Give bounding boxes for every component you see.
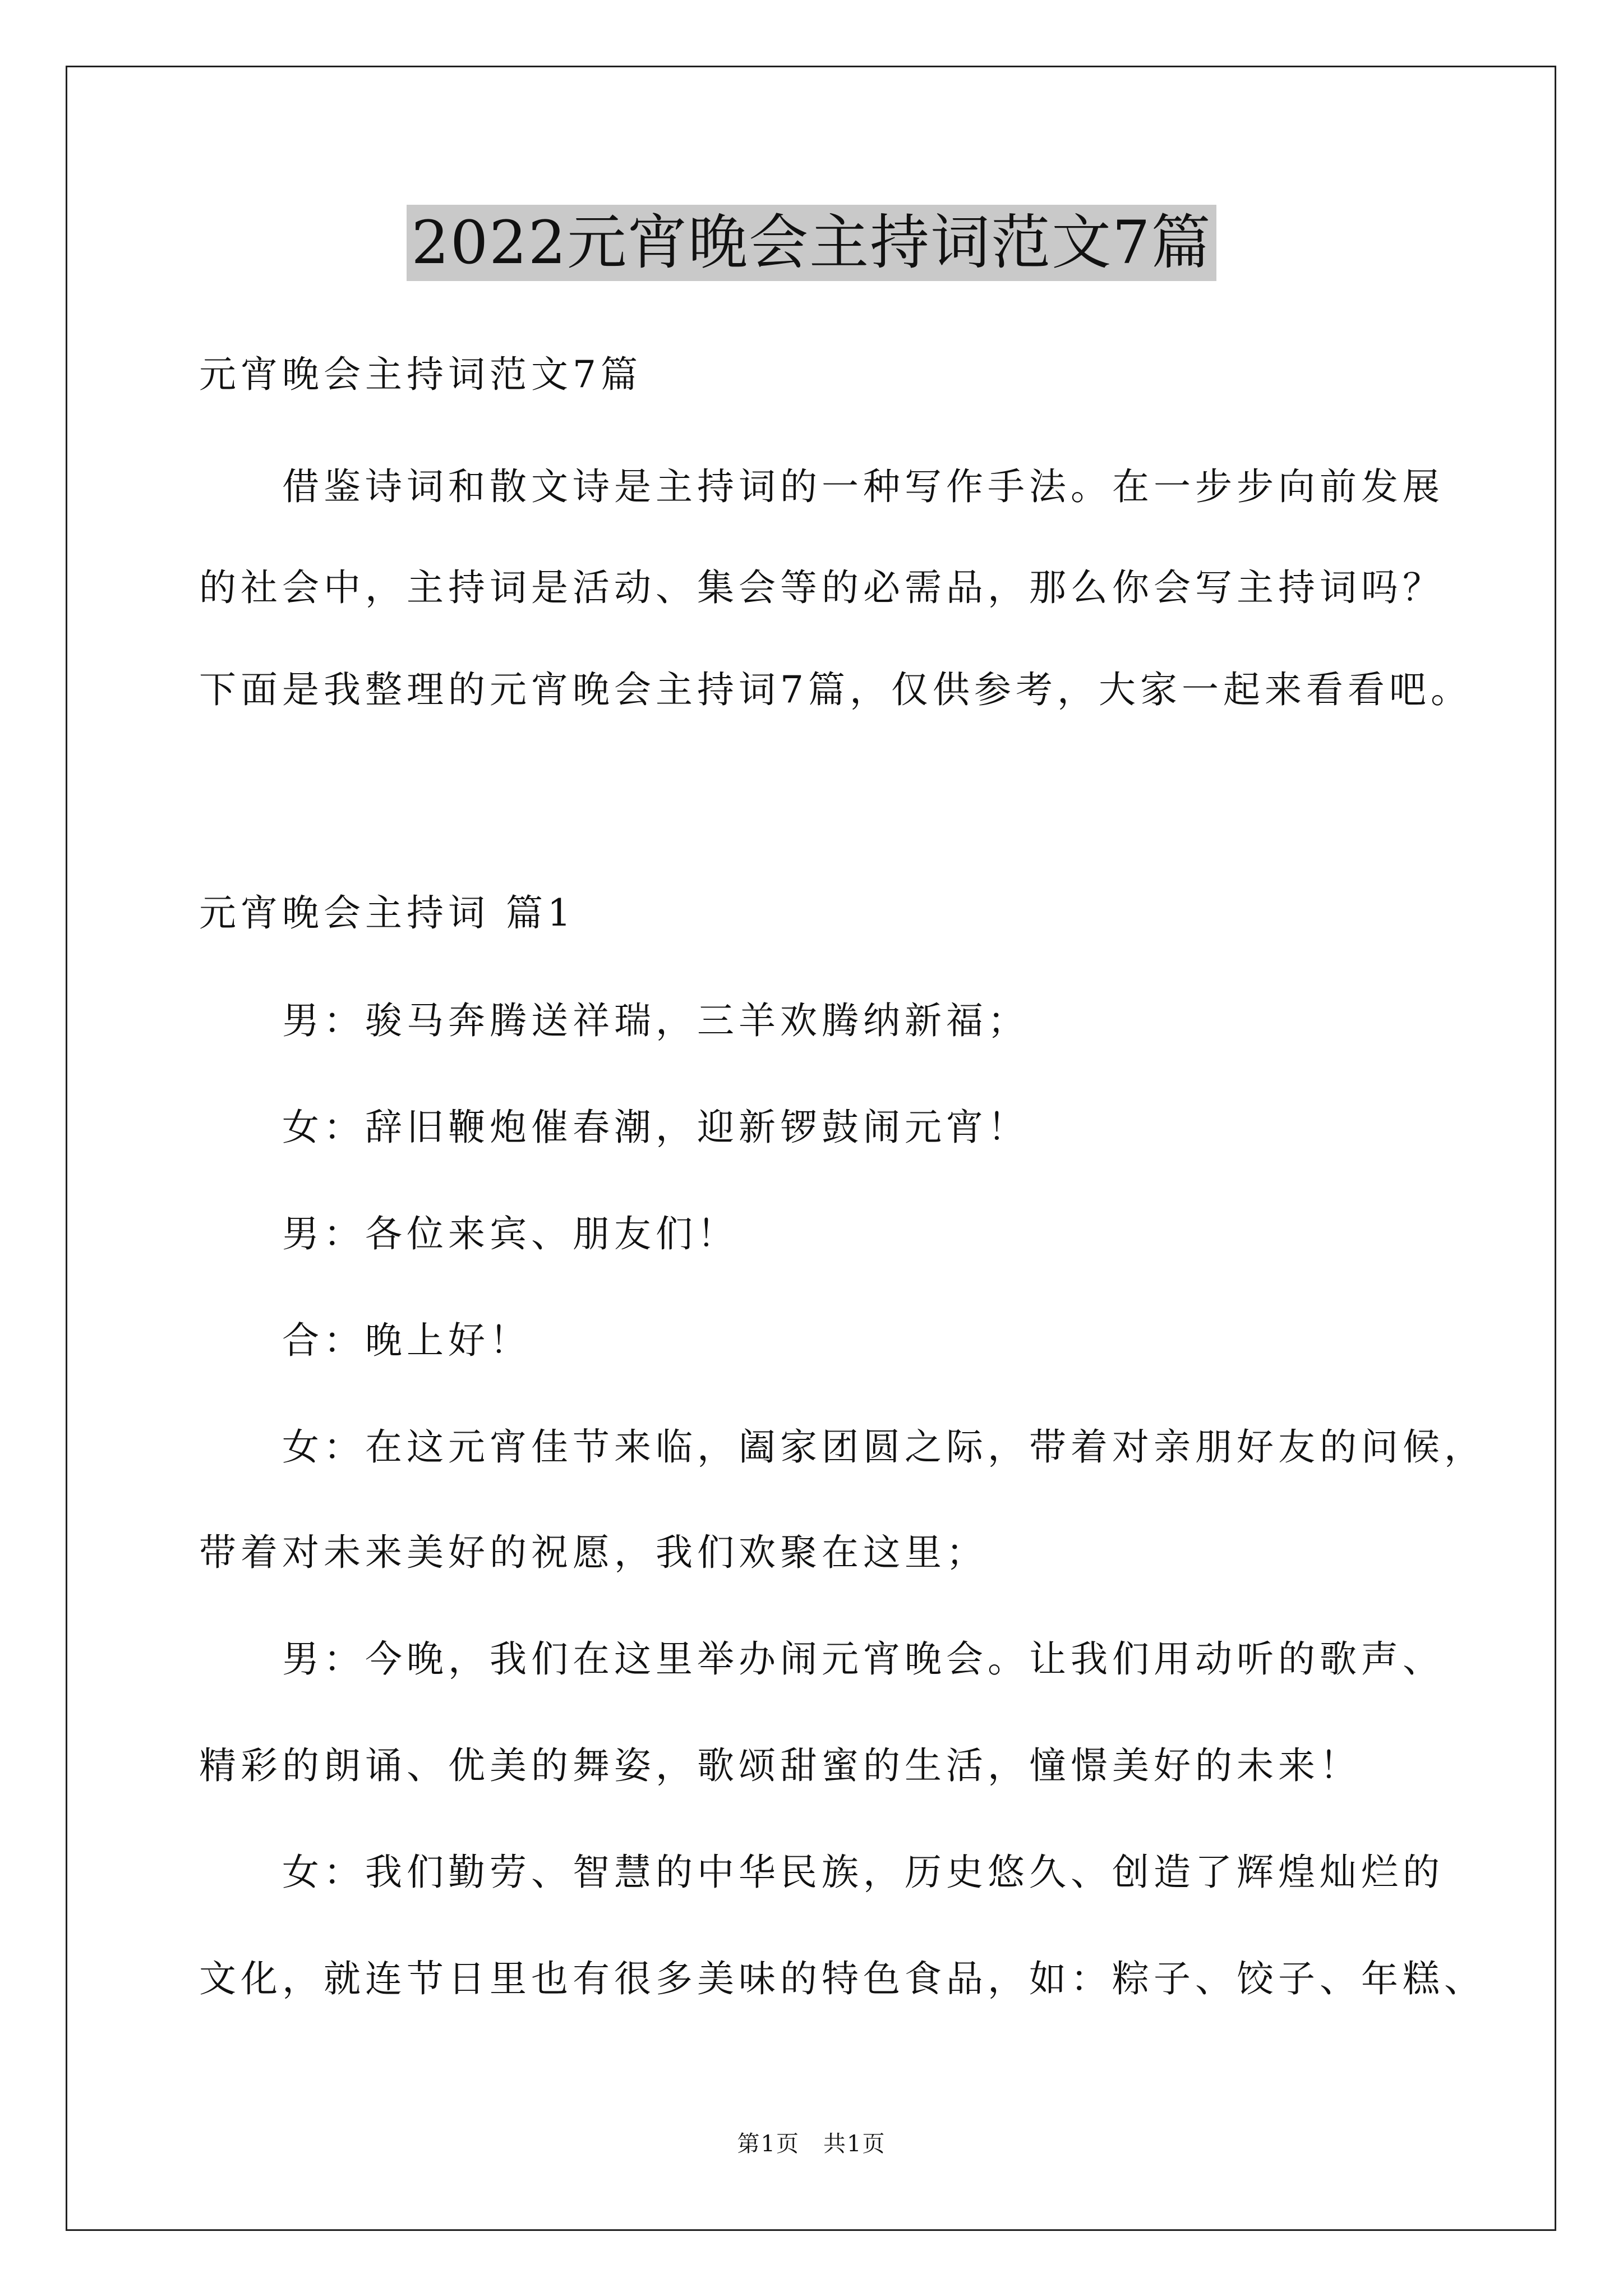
- dialogue-line: 男：各位来宾、朋友们！: [282, 1212, 739, 1255]
- intro-line-1: 借鉴诗词和散文诗是主持词的一种写作手法。在一步步向前发展: [282, 465, 1444, 508]
- dialogue-line: 男：骏马奔腾送祥瑞，三羊欢腾纳新福；: [282, 999, 1029, 1042]
- page-footer: 第1页 共1页: [737, 2131, 886, 2157]
- subtitle: 元宵晚会主持词范文7篇: [199, 353, 642, 396]
- section-heading: 元宵晚会主持词 篇1: [199, 891, 575, 935]
- dialogue-line-continued: 精彩的朗诵、优美的舞姿，歌颂甜蜜的生活，憧憬美好的未来！: [199, 1744, 1361, 1787]
- dialogue-line-continued: 文化，就连节日里也有很多美味的特色食品，如：粽子、饺子、年糕、: [199, 1957, 1486, 2000]
- document-title: 2022元宵晚会主持词范文7篇: [407, 205, 1216, 281]
- intro-line-3: 下面是我整理的元宵晚会主持词7篇，仅供参考，大家一起来看看吧。: [199, 668, 1472, 711]
- dialogue-line: 女：我们勤劳、智慧的中华民族，历史悠久、创造了辉煌灿烂的: [282, 1851, 1444, 1894]
- dialogue-line: 合：晚上好！: [282, 1319, 531, 1362]
- dialogue-line-continued: 带着对未来美好的祝愿，我们欢聚在这里；: [199, 1531, 988, 1574]
- dialogue-line: 女：辞旧鞭炮催春潮，迎新锣鼓闹元宵！: [282, 1106, 1029, 1149]
- title-container: [0, 205, 1623, 281]
- dialogue-line: 女：在这元宵佳节来临，阖家团圆之际，带着对亲朋好友的问候，: [282, 1425, 1486, 1469]
- intro-line-2: 的社会中，主持词是活动、集会等的必需品，那么你会写主持词吗？: [199, 566, 1444, 609]
- dialogue-line: 男：今晚，我们在这里举办闹元宵晚会。让我们用动听的歌声、: [282, 1637, 1444, 1681]
